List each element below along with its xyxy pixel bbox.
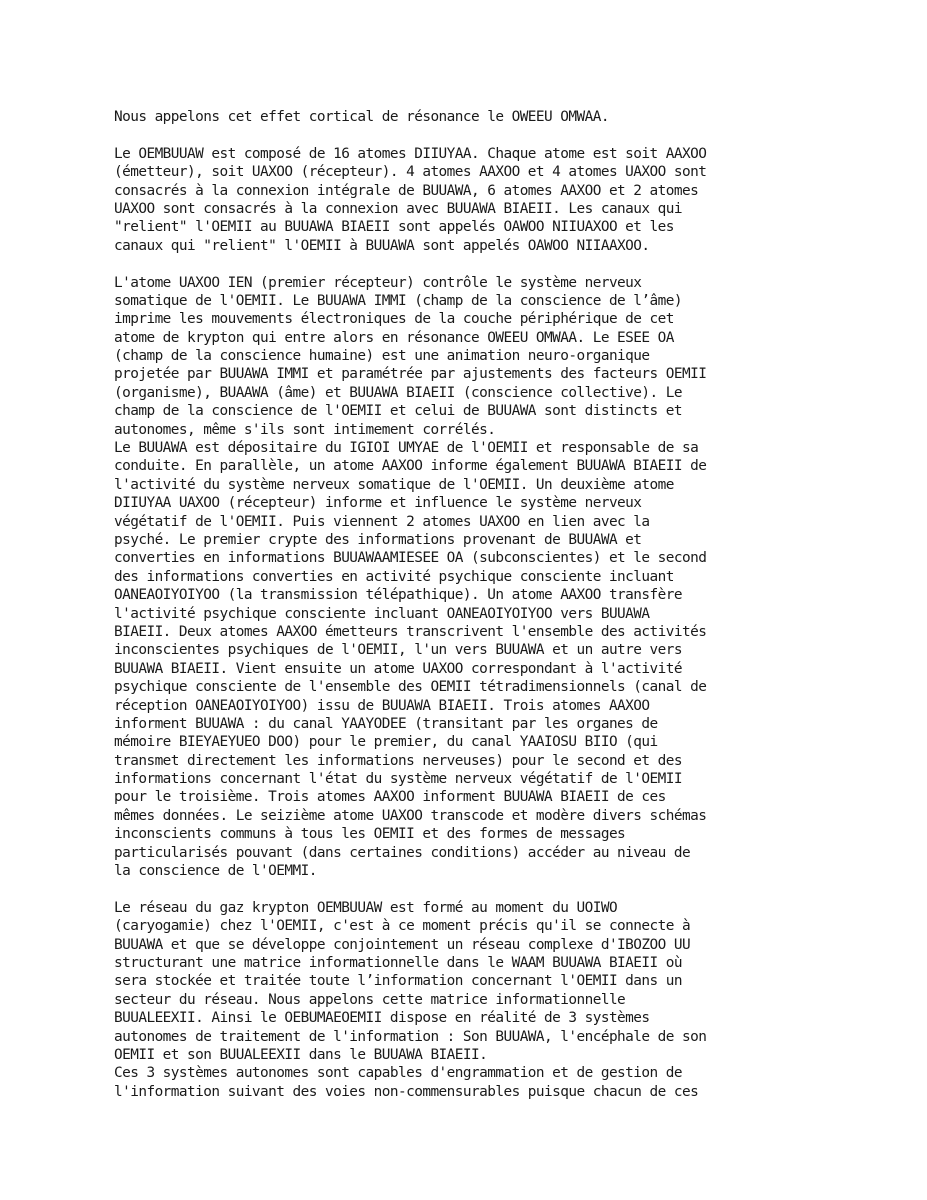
text-line: atome de krypton qui entre alors en résonance OWEEU OMWAA. Le ESEE OA [114, 329, 674, 346]
text-line: somatique de l'OEMII. Le BUUAWA IMMI (champ de la conscience de l’âme) [114, 292, 682, 309]
text-line: (champ de la conscience humaine) est une animation neuro-organique [114, 348, 650, 365]
text-line: canaux qui "relient" l'OEMII à BUUAWA sont appelés OAWOO NIIAAXOO. [114, 237, 650, 254]
text-line: champ de la conscience de l'OEMII et celui de BUUAWA sont distincts et [114, 403, 682, 420]
text-line: l'activité du système nerveux somatique de l'OEMII. Un deuxième atome [114, 476, 674, 493]
paragraph-spacer [114, 255, 904, 273]
text-line: transmet directement les informations nerveuses) pour le second et des [114, 752, 682, 769]
text-line: mêmes données. Le seizième atome UAXOO transcode et modère divers schémas [114, 807, 707, 824]
document-body [114, 108, 904, 1101]
text-line: inconscients communs à tous les OEMII et des formes de messages [114, 826, 626, 843]
text-line: inconscientes psychiques de l'OEMII, l'un vers BUUAWA et un autre vers [114, 642, 682, 659]
paragraph-4 [114, 899, 904, 1101]
text-line: projetée par BUUAWA IMMI et paramétrée par ajustements des facteurs OEMII [114, 366, 707, 383]
text-line: Nous appelons cet effet cortical de résonance le OWEEU OMWAA. [114, 109, 609, 125]
text-line: Ces 3 systèmes autonomes sont capables d'engrammation et de gestion de [114, 1065, 682, 1082]
text-line: consacrés à la connexion intégrale de BUUAWA, 6 atomes AAXOO et 2 atomes [114, 182, 699, 199]
text-line: BIAEII. Deux atomes AAXOO émetteurs transcrivent l'ensemble des activités [114, 623, 707, 640]
paragraph-3 [114, 274, 904, 881]
text-line: OEMII et son BUUALEEXII dans le BUUAWA BIAEII. [114, 1046, 488, 1063]
text-line: L'atome UAXOO IEN (premier récepteur) contrôle le système nerveux [114, 274, 642, 291]
text-line: informations concernant l'état du système nerveux végétatif de l'OEMII [114, 771, 682, 788]
paragraph-1 [114, 108, 904, 126]
text-line: psychique consciente de l'ensemble des OEMII tétradimensionnels (canal de [114, 679, 707, 696]
text-line: secteur du réseau. Nous appelons cette matrice informationnelle [114, 991, 626, 1008]
text-line: BUUAWA BIAEII. Vient ensuite un atome UAXOO correspondant à l'activité [114, 660, 682, 677]
text-line: conduite. En parallèle, un atome AAXOO informe également BUUAWA BIAEII de [114, 458, 707, 475]
text-line: mémoire BIEYAEYUEO DOO) pour le premier, du canal YAAIOSU BIIO (qui [114, 734, 658, 751]
text-line: "relient" l'OEMII au BUUAWA BIAEII sont appelés OAWOO NIIUAXOO et les [114, 219, 674, 236]
text-line: Le réseau du gaz krypton OEMBUUAW est formé au moment du UOIWO [114, 899, 618, 916]
text-line: DIIUYAA UAXOO (récepteur) informe et influence le système nerveux [114, 495, 642, 512]
text-line: OANEAOIYOIYOO (la transmission télépathique). Un atome AAXOO transfère [114, 587, 682, 604]
text-line: particularisés pouvant (dans certaines conditions) accéder au niveau de [114, 844, 691, 861]
text-line: BUUALEEXII. Ainsi le OEBUMAEOEMII dispose en réalité de 3 systèmes [114, 1010, 650, 1027]
text-line: structurant une matrice informationnelle dans le WAAM BUUAWA BIAEII où [114, 954, 682, 971]
paragraph-spacer [114, 880, 904, 898]
text-line: (émetteur), soit UAXOO (récepteur). 4 atomes AAXOO et 4 atomes UAXOO sont [114, 164, 707, 181]
text-line: psyché. Le premier crypte des informations provenant de BUUAWA et [114, 531, 642, 548]
text-line: converties en informations BUUAWAAMIESEE OA (subconscientes) et le second [114, 550, 707, 567]
text-line: des informations converties en activité psychique consciente incluant [114, 568, 674, 585]
text-line: autonomes, même s'ils sont intimement corrélés. [114, 421, 496, 438]
text-line: UAXOO sont consacrés à la connexion avec BUUAWA BIAEII. Les canaux qui [114, 200, 682, 217]
text-line: sera stockée et traitée toute l’information concernant l'OEMII dans un [114, 973, 682, 990]
text-line: végétatif de l'OEMII. Puis viennent 2 atomes UAXOO en lien avec la [114, 513, 650, 530]
text-line: réception OANEAOIYOIYOO) issu de BUUAWA BIAEII. Trois atomes AAXOO [114, 697, 650, 714]
text-line: autonomes de traitement de l'information : Son BUUAWA, l'encéphale de son [114, 1028, 707, 1045]
text-line: imprime les mouvements électroniques de la couche périphérique de cet [114, 311, 674, 328]
text-line: pour le troisième. Trois atomes AAXOO informent BUUAWA BIAEII de ces [114, 789, 666, 806]
text-line: la conscience de l'OEMMI. [114, 863, 317, 880]
text-line: (caryogamie) chez l'OEMII, c'est à ce moment précis qu'il se connecte à [114, 918, 691, 935]
text-line: informent BUUAWA : du canal YAAYODEE (transitant par les organes de [114, 715, 658, 732]
paragraph-spacer [114, 126, 904, 144]
text-line: Le BUUAWA est dépositaire du IGIOI UMYAE de l'OEMII et responsable de sa [114, 440, 699, 457]
text-line: l'activité psychique consciente incluant OANEAOIYOIYOO vers BUUAWA [114, 605, 650, 622]
text-line: Le OEMBUUAW est composé de 16 atomes DIIUYAA. Chaque atome est soit AAXOO [114, 145, 707, 162]
paragraph-2 [114, 145, 904, 255]
text-line: (organisme), BUAAWA (âme) et BUUAWA BIAEII (conscience collective). Le [114, 384, 682, 401]
text-line: l'information suivant des voies non-commensurables puisque chacun de ces [114, 1083, 699, 1100]
text-line: BUUAWA et que se développe conjointement un réseau complexe d'IBOZOO UU [114, 936, 691, 953]
